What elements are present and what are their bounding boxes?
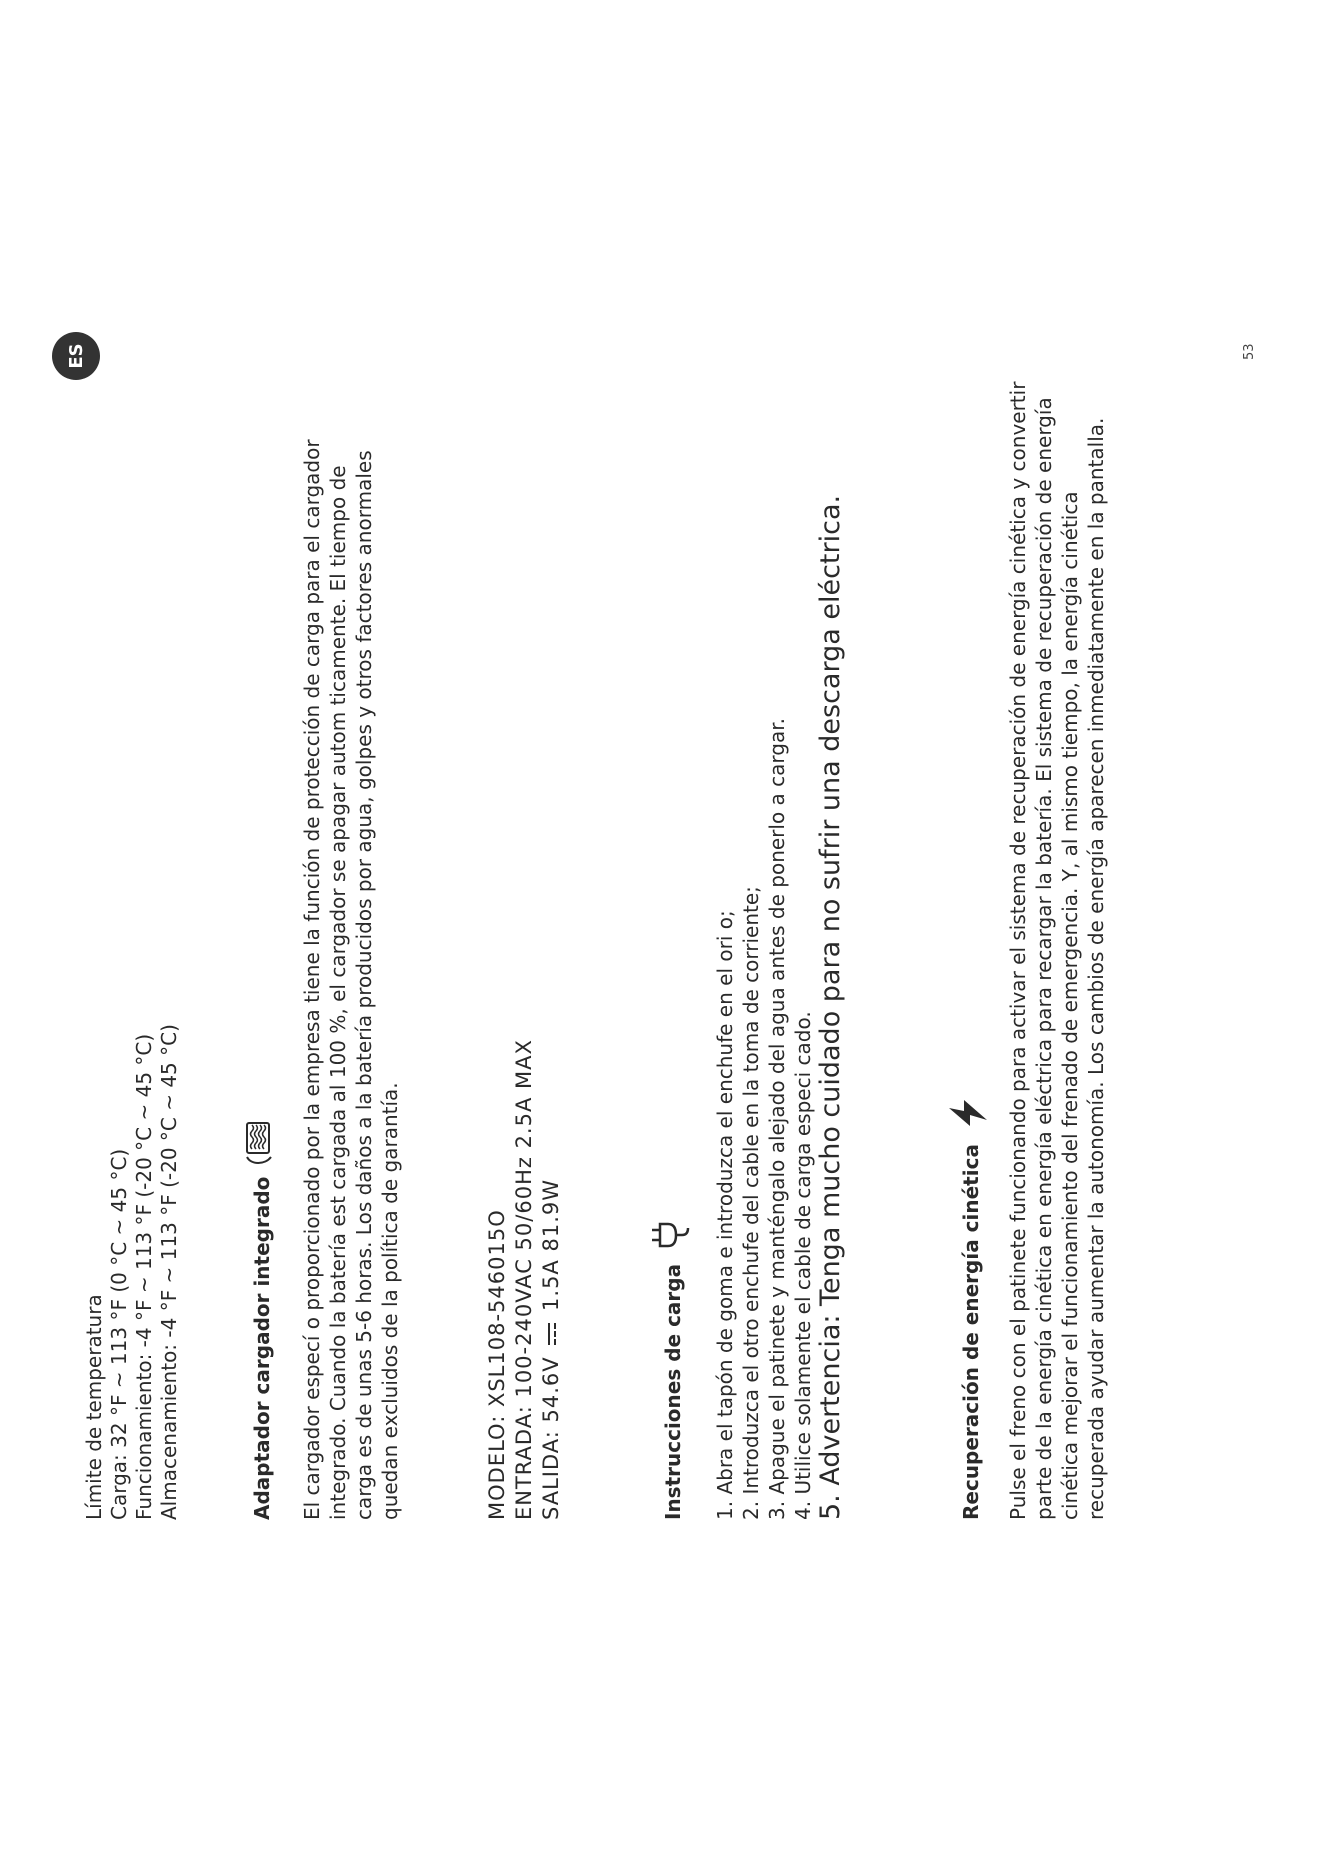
adapter-line: carga es de unas 5-6 horas. Los daños a la batería producidos por agua, golpes y otros factores anormales <box>352 450 376 1520</box>
charging-step: 3. Apague el patinete y manténgalo alejado del agua antes de ponerlo a cargar. <box>765 718 789 1520</box>
kinetic-line: cinética mejorar el funcionamiento del frenado de emergencia. Y, al mismo tiempo, la energía cinética <box>1058 491 1082 1520</box>
charger-specs <box>484 1039 565 1520</box>
charging-title-text: Instrucciones de carga <box>660 1263 685 1520</box>
temperature-limits <box>82 1024 182 1520</box>
temperature-heading: Límite de temperatura <box>82 1294 106 1520</box>
lightning-icon <box>948 1096 993 1130</box>
kinetic-line: parte de la energía cinética en energía eléctrica para recargar la batería. El sistema de recuperación de energía <box>1032 397 1056 1520</box>
adapter-section-title <box>243 1119 280 1520</box>
page-number: 53 <box>1242 343 1257 360</box>
adapter-line: El cargador especí o proporcionado por la empresa tiene la función de protección de carga para el cargador <box>300 439 324 1520</box>
charging-step: 4. Utilice solamente el cable de carga especi cado. <box>791 1011 815 1520</box>
adapter-line: quedan excluidos de la política de garantía. <box>378 1082 402 1520</box>
spec-output-current: 1.5A 81.9W <box>539 1179 563 1311</box>
kinetic-line: recuperada ayudar aumentar la autonomía. Los cambios de energía aparecen inmediatamente en la pantalla. <box>1084 417 1108 1520</box>
dc-symbol-icon <box>547 1323 557 1345</box>
temperature-storage: Almacenamiento: -4 °F ~ 113 °F (-20 °C ~ 45 °C) <box>157 1024 181 1520</box>
temperature-operating: Funcionamiento: -4 °F ~ 113 °F (-20 °C ~ 45 °C) <box>132 1033 156 1520</box>
temperature-charging: Carga: 32 °F ~ 113 °F (0 °C ~ 45 °C) <box>107 1148 131 1520</box>
language-badge: ES <box>52 332 100 380</box>
adapter-description <box>299 439 403 1520</box>
kinetic-section-title <box>948 1096 993 1520</box>
kinetic-title-text: Recuperación de energía cinética <box>958 1144 983 1520</box>
charger-icon <box>243 1119 280 1167</box>
kinetic-line: Pulse el freno con el patinete funcionando para activar el sistema de recuperación de energía cinética y convertir <box>1006 381 1030 1520</box>
spec-model: MODELO: XSL108-546015O <box>485 1209 509 1520</box>
charging-step: 1. Abra el tapón de goma e introduzca el enchufe en el ori o; <box>713 910 737 1520</box>
charging-warning: 5. Advertencia: Tenga mucho cuidado para no sufrir una descarga eléctrica. <box>815 494 846 1520</box>
spec-output <box>538 1039 565 1520</box>
kinetic-description <box>1005 382 1109 1520</box>
charging-section-title <box>650 1216 695 1520</box>
adapter-line: integrado. Cuando la batería est cargada al 100 %, el cargador se apagar autom ticamente. El tiempo de <box>326 465 350 1520</box>
plug-icon <box>650 1216 695 1252</box>
charging-step: 2. Introduzca el otro enchufe del cable en la toma de corriente; <box>739 886 763 1520</box>
spec-output-voltage: SALIDA: 54.6V <box>539 1356 563 1520</box>
spec-input: ENTRADA: 100-240VAC 50/60Hz 2.5A MAX <box>512 1039 536 1520</box>
charging-steps <box>712 495 846 1520</box>
adapter-title-text: Adaptador cargador integrado <box>249 1176 274 1520</box>
